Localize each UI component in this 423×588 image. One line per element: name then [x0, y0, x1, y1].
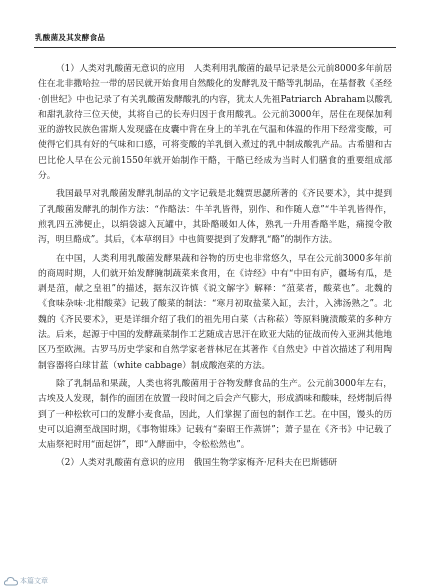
running-header: 乳酸菌及其发酵食品	[35, 33, 106, 42]
cloud-logo-icon	[4, 576, 18, 586]
paragraph-2: 我国最早对乳酸菌发酵乳制品的文字记载是北魏贾思勰所著的《齐民要术》，其中提到了乳酸菌发酵乳的制作方法：“作酪法：牛羊乳皆得，别作、和作随人意”“牛羊乳皆得作，煎乳四五沸便止，以绢袋滤入瓦罐中，其卧酪暖如人体，熟乳一升用香酪半匙，痛搅令散泻，明旦酪成”。其后，《本草纲目》中也简要提到了发酵乳“酪”的制作方法。	[38, 189, 392, 246]
paragraph-3: 在中国，人类利用乳酸菌发酵果蔬和谷物的历史也非常悠久，早在公元前3000多年前的商周时期，人们就开始发酵腌制蔬菜来食用，在《诗经》中有“中田有庐，疆场有瓜，是剥是菹，献之皇祖”的描述，据东汉许慎《说文解字》解释：“菹菜者，酸菜也”。北魏的《食味杂味·北柑酸菜》记载了酸菜的制法：“寒月初取盐菜入缸，去汁，入沸汤熟之”。北魏的《齐民要术》，更是详细介绍了我们的祖先用白菜（古称菘）等原料腌渍酸菜的多种方法。后来，起源于中国的发酵蔬菜制作工艺随成吉思汗在欧亚大陆的征战而传入亚洲其他地区乃至欧洲。古罗马历史学家和自然学家老普林尼在其著作《自然史》中首次描述了利用陶制容器将白球甘蓝（white cabbage）制成酸泡菜的方法。	[38, 253, 392, 371]
watermark-text: 本篇文章	[20, 577, 48, 585]
paragraph-4: 除了乳制品和果蔬，人类也将乳酸菌用于谷物发酵食品的生产。公元前3000年左右，古埃及人发现，制作的面团在放置一段时间之后会产气膨大，形成酒味和酸味，经烤制后得到了一种松软可口的发酵小麦食品，因此，人们掌握了面包的制作工艺。在中国，馒头的历史可以追溯至战国时期，《事物钳珠》记载有“秦昭王作蒸饼”；萧子显在《齐书》中记载了太庙祭祀时用“面起饼”，即“入酵面中，令松松然也”。	[38, 378, 392, 451]
paragraph-5: （2）人类对乳酸菌有意识的应用 俄国生物学家梅齐·尼科夫在巴斯德研	[56, 458, 338, 469]
header-rule	[34, 47, 396, 48]
watermark	[4, 576, 48, 586]
paragraph-1: （1）人类对乳酸菌无意识的应用 人类利用乳酸菌的最早记录是公元前8000多年前居住在北非撒哈拉一带的居民就开始食用自然酸化的发酵乳及干酪等乳制品，在基督教《圣经·创世纪》中也记录了有关乳酸菌发酵酸乳的内容，犹太人先祖Patriarch Abraham以酸乳和甜乳款待三位天使，其将自己的长寿归因于食用酸乳。公元前3000年，居住在现保加利亚的游牧民族色雷斯人发现盛在皮囊中背在身上的羊乳在气温和体温的作用下经常变酸，可使得它们具有好的气味和口感，可将变酸的羊乳倒入煮过的乳中制成酸乳产品。古希腊和古巴比伦人早在公元前1550年就开始制作干酪，干酪已经成为当时人们膳食的重要组成部分。	[38, 64, 392, 182]
document-body	[38, 62, 392, 475]
